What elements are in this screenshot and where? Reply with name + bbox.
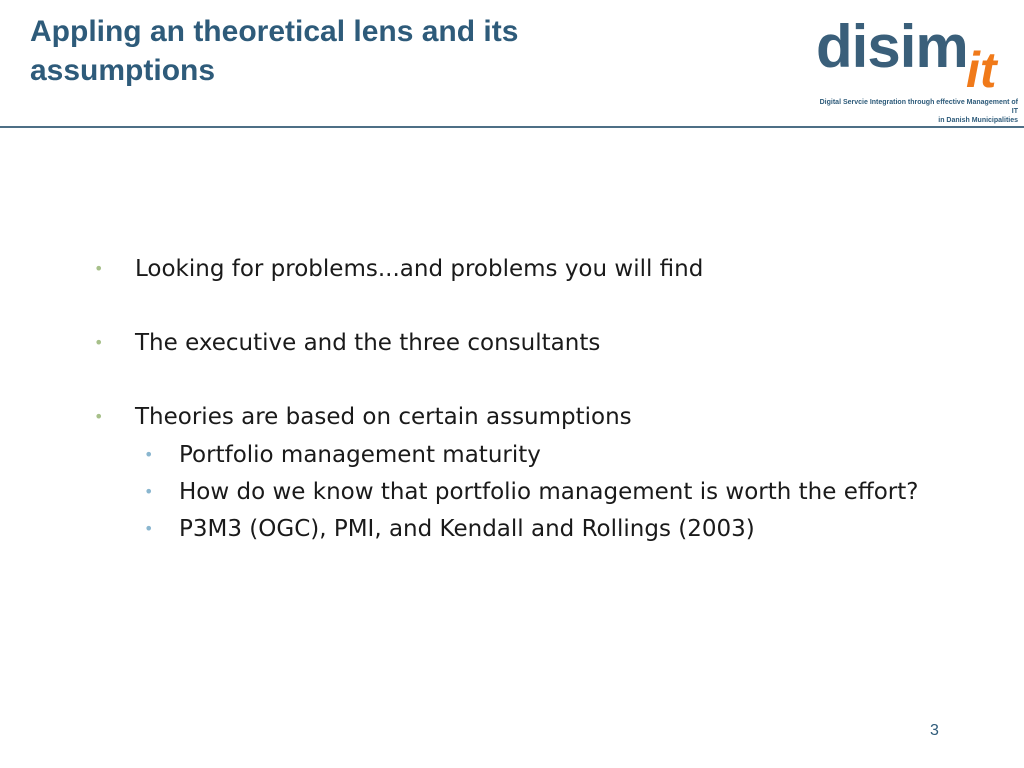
sub-bullet-text: How do we know that portfolio management is worth the effort? xyxy=(179,479,919,505)
bullet-item xyxy=(94,254,954,284)
sub-bullet-item xyxy=(94,514,954,544)
page-number: 3 xyxy=(930,722,939,739)
bullet-text: Theories are based on certain assumptions xyxy=(135,404,632,430)
sub-bullet-dot-icon: • xyxy=(144,482,154,501)
header-divider xyxy=(0,126,1024,128)
bullet-dot-icon: • xyxy=(94,259,104,278)
logo-tagline-line-1: Digital Servcie Integration through effective Management of IT xyxy=(819,99,1018,115)
slide-title: Appling an theoretical lens and its assumptions xyxy=(30,15,519,87)
sub-bullet-dot-icon: • xyxy=(144,519,154,538)
bullet-text: The executive and the three consultants xyxy=(135,330,601,356)
bullet-dot-icon: • xyxy=(94,407,104,426)
sub-bullet-text: Portfolio management maturity xyxy=(179,442,541,468)
sub-bullet-item xyxy=(94,477,954,507)
bullet-text: Looking for problems...and problems you will find xyxy=(135,256,704,282)
bullet-list xyxy=(94,254,954,551)
logo-tagline xyxy=(812,98,1018,125)
disimit-logo xyxy=(816,13,1022,124)
logo-tagline-line-2: in Danish Municipalities xyxy=(938,117,1018,124)
sub-bullet-dot-icon: • xyxy=(144,445,154,464)
bullet-dot-icon: • xyxy=(94,333,104,352)
sub-bullet-item xyxy=(94,440,954,470)
bullet-item xyxy=(94,402,954,432)
logo-word: disim xyxy=(816,13,968,80)
sub-bullet-text: P3M3 (OGC), PMI, and Kendall and Rollings (2003) xyxy=(179,516,755,542)
bullet-item xyxy=(94,328,954,358)
logo-accent: it xyxy=(966,42,997,98)
